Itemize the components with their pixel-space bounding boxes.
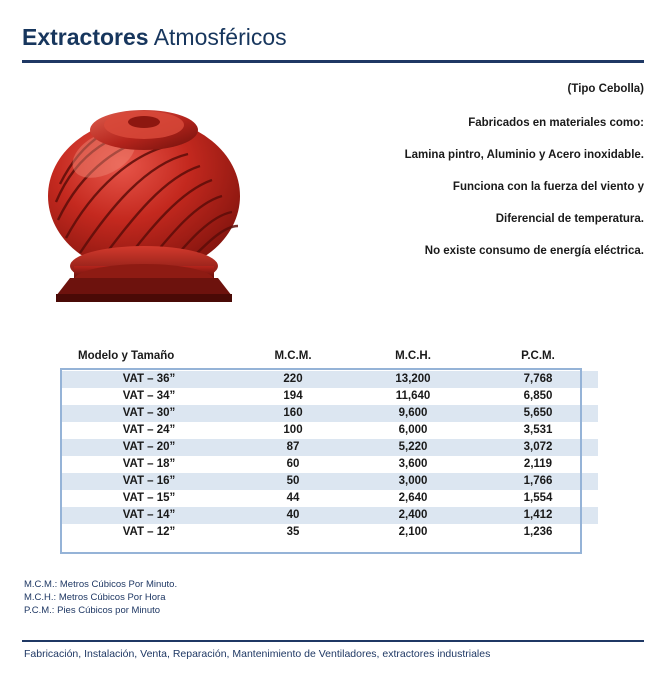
table-row xyxy=(60,371,598,388)
specs-table-head xyxy=(60,345,598,371)
red-turbine-roof-ventilator-icon xyxy=(26,78,286,308)
title-divider xyxy=(22,60,644,63)
cell-mcm: 44 xyxy=(238,490,348,507)
cell-pcm: 3,072 xyxy=(478,439,598,456)
cell-model: VAT – 15” xyxy=(60,490,238,507)
column-header-model: Modelo y Tamaño xyxy=(60,345,238,371)
cell-model: VAT – 16” xyxy=(60,473,238,490)
table-row xyxy=(60,490,598,507)
column-header-mch: M.C.H. xyxy=(348,345,478,371)
cell-mcm: 50 xyxy=(238,473,348,490)
copy-line-no-power: No existe consumo de energía eléctrica. xyxy=(424,245,644,257)
table-row xyxy=(60,439,598,456)
table-row xyxy=(60,473,598,490)
cell-mch: 2,400 xyxy=(348,507,478,524)
specs-table-container xyxy=(60,345,580,541)
page-title xyxy=(22,24,642,51)
legend-line-mcm: M.C.M.: Metros Cúbicos Por Minuto. xyxy=(24,579,178,590)
cell-mch: 13,200 xyxy=(348,371,478,388)
copy-line-operation-wind: Funciona con la fuerza del viento y xyxy=(452,181,644,193)
cell-pcm: 5,650 xyxy=(478,405,598,422)
cell-mch: 11,640 xyxy=(348,388,478,405)
cell-mch: 6,000 xyxy=(348,422,478,439)
title-bold: Extractores xyxy=(22,24,149,50)
cell-model: VAT – 24” xyxy=(60,422,238,439)
legend-line-pcm: P.C.M.: Pies Cúbicos por Minuto xyxy=(24,605,161,616)
cell-mcm: 220 xyxy=(238,371,348,388)
column-header-pcm: P.C.M. xyxy=(478,345,598,371)
table-row xyxy=(60,456,598,473)
cell-model: VAT – 36” xyxy=(60,371,238,388)
cell-mch: 5,220 xyxy=(348,439,478,456)
cell-model: VAT – 20” xyxy=(60,439,238,456)
table-row xyxy=(60,524,598,541)
cell-pcm: 2,119 xyxy=(478,456,598,473)
cell-model: VAT – 34” xyxy=(60,388,238,405)
cell-model: VAT – 12” xyxy=(60,524,238,541)
cell-mch: 9,600 xyxy=(348,405,478,422)
marketing-copy xyxy=(300,82,644,276)
cell-pcm: 6,850 xyxy=(478,388,598,405)
title-light: Atmosféricos xyxy=(153,24,287,50)
cell-mch: 2,640 xyxy=(348,490,478,507)
footer-services-text: Fabricación, Instalación, Venta, Reparación, Mantenimiento de Ventiladores, extractores industriales xyxy=(24,648,491,660)
table-row xyxy=(60,507,598,524)
copy-line-operation-temp: Diferencial de temperatura. xyxy=(495,213,644,225)
cell-mch: 3,600 xyxy=(348,456,478,473)
cell-pcm: 1,554 xyxy=(478,490,598,507)
cell-mch: 2,100 xyxy=(348,524,478,541)
legend-line-mch: M.C.H.: Metros Cúbicos Por Hora xyxy=(24,592,166,603)
cell-pcm: 1,766 xyxy=(478,473,598,490)
cell-mcm: 87 xyxy=(238,439,348,456)
table-row xyxy=(60,422,598,439)
cell-mcm: 40 xyxy=(238,507,348,524)
table-row xyxy=(60,405,598,422)
cell-mcm: 194 xyxy=(238,388,348,405)
column-header-mcm: M.C.M. xyxy=(238,345,348,371)
copy-line-materials: Lamina pintro, Aluminio y Acero inoxidable. xyxy=(404,149,644,161)
cell-mcm: 60 xyxy=(238,456,348,473)
cell-pcm: 3,531 xyxy=(478,422,598,439)
copy-line-type: (Tipo Cebolla) xyxy=(567,83,644,95)
cell-model: VAT – 18” xyxy=(60,456,238,473)
abbreviations-legend xyxy=(24,578,444,617)
cell-model: VAT – 30” xyxy=(60,405,238,422)
specs-table xyxy=(60,345,598,541)
cell-mcm: 100 xyxy=(238,422,348,439)
cell-mcm: 35 xyxy=(238,524,348,541)
cell-mcm: 160 xyxy=(238,405,348,422)
cell-pcm: 1,412 xyxy=(478,507,598,524)
table-row xyxy=(60,388,598,405)
table-header-row xyxy=(60,345,598,371)
cell-model: VAT – 14” xyxy=(60,507,238,524)
title-text xyxy=(22,24,642,51)
specs-table-body xyxy=(60,371,598,541)
product-image xyxy=(26,78,286,308)
copy-line-materials-intro: Fabricados en materiales como: xyxy=(468,117,644,129)
footer-divider xyxy=(22,640,644,642)
cell-mch: 3,000 xyxy=(348,473,478,490)
cell-pcm: 1,236 xyxy=(478,524,598,541)
cell-pcm: 7,768 xyxy=(478,371,598,388)
